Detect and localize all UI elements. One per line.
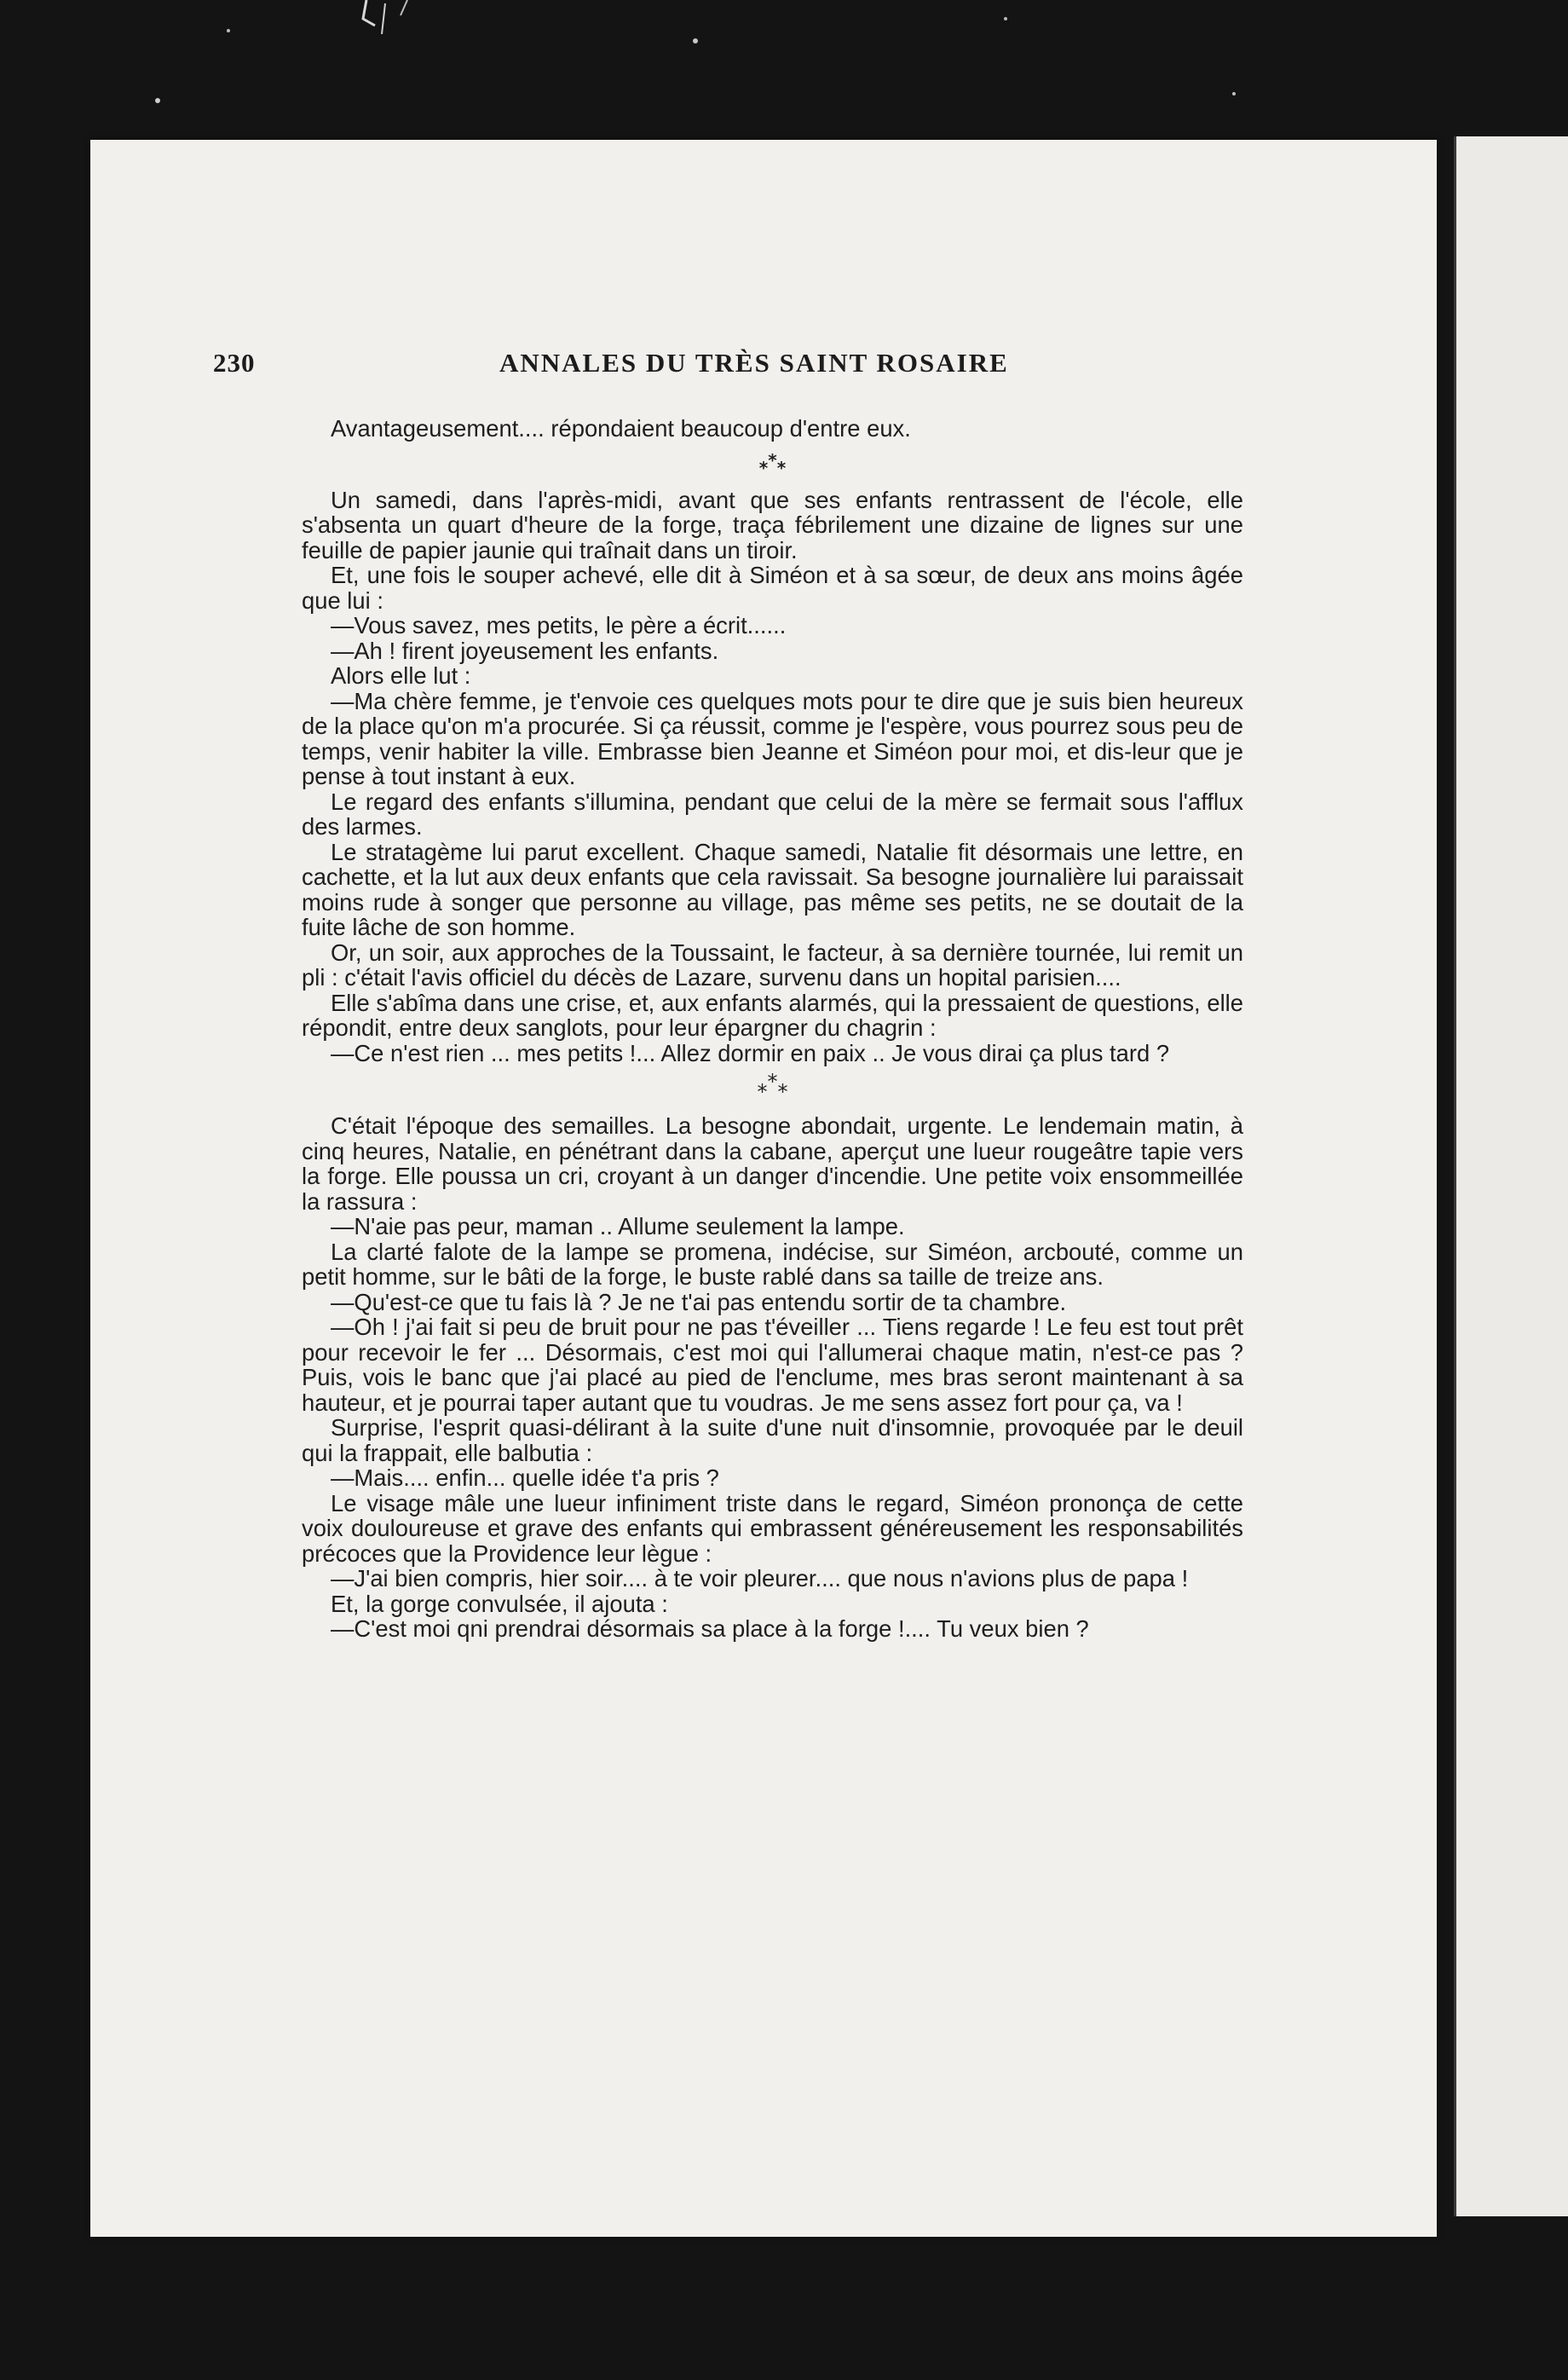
running-head — [213, 348, 1219, 382]
paragraph: La clarté falote de la lampe se promena, indécise, sur Siméon, arcbouté, comme un petit homme, sur le bâti de la forge, le buste rablé dans sa taille de treize ans. — [302, 1238, 1243, 1290]
paragraph: Et, la gorge convulsée, il ajouta : — [331, 1590, 668, 1617]
paragraph: Alors elle lut : — [331, 662, 471, 689]
running-title: ANNALES DU TRÈS SAINT ROSAIRE — [499, 348, 1009, 378]
paragraph: Le visage mâle une lueur infiniment triste dans le regard, Siméon prononça de cette voix douloureuse et grave des enfants qui embrassent généreusement les responsabilités précoces que la Providence leur lègue : — [302, 1489, 1243, 1567]
paragraph: Un samedi, dans l'après-midi, avant que ses enfants rentrassent de l'école, elle s'absenta un quart d'heure de la forge, traça fébrilement une dizaine de lignes sur une feuille de papier jaunie qui traînait dans un tiroir. — [302, 486, 1243, 563]
paragraph: Or, un soir, aux approches de la Toussaint, le facteur, à sa dernière tournée, lui remit un pli : c'était l'avis officiel du décès de Lazare, survenu dans un hopital parisien.... — [302, 939, 1243, 991]
paragraph: —Oh ! j'ai fait si peu de bruit pour ne pas t'éveiller ... Tiens regarde ! Le feu est tout prêt pour recevoir le fer ... Désormais, c'est moi qui l'allumerai chaque matin, n'est-ce pas ? Puis, vois le banc que j'ai placé au pied de l'enclume, mes bras seront maintenant à sa hauteur, et je pourrai taper autant que tu voudras. Je me sens assez fort pour ça, va ! — [302, 1314, 1243, 1416]
paragraph: —J'ai bien compris, hier soir.... à te voir pleurer.... que nous n'avions plus de papa ! — [331, 1565, 1189, 1591]
paragraph: —Vous savez, mes petits, le père a écrit...... — [331, 612, 787, 638]
facing-page-edge — [1454, 136, 1568, 2216]
paragraph: Et, une fois le souper achevé, elle dit à Siméon et à sa sœur, de deux ans moins âgée que lui : — [302, 562, 1243, 614]
paragraph: —Ce n'est rien ... mes petits !... Allez dormir en paix .. Je vous dirai ça plus tard ? — [331, 1039, 1170, 1066]
paragraph: Le regard des enfants s'illumina, pendant que celui de la mère se fermait sous l'afflux des larmes. — [302, 788, 1243, 840]
paragraph: —Mais.... enfin... quelle idée t'a pris ? — [331, 1464, 719, 1491]
scan-margin-marks — [0, 0, 1568, 145]
body-text — [302, 416, 1243, 1642]
paragraph: —Ma chère femme, je t'envoie ces quelques mots pour te dire que je suis bien heureux de la place qu'on m'a procurée. Si ça réussit, comme je l'espère, vous pourrez sous peu de temps, venir habiter la ville. Embrasse bien Jeanne et Siméon pour moi, et dis-leur que je pense à tout instant à eux. — [302, 687, 1243, 789]
page-number: 230 — [213, 348, 256, 378]
asterism-separator: *** — [758, 449, 787, 478]
paragraph: —Ah ! firent joyeusement les enfants. — [331, 637, 719, 664]
paragraph: —C'est moi qni prendrai désormais sa place à la forge !.... Tu veux bien ? — [331, 1615, 1089, 1642]
paragraph: —N'aie pas peur, maman .. Allume seulement la lampe. — [331, 1213, 905, 1239]
paragraph: C'était l'époque des semailles. La besogne abondait, urgente. Le lendemain matin, à cinq heures, Natalie, en pénétrant dans la cabane, aperçut une lueur rougeâtre tapie vers la forge. Elle poussa un cri, croyant à un danger d'incendie. Une petite voix ensommeillée la rassura : — [302, 1112, 1243, 1215]
paragraph: Le stratagème lui parut excellent. Chaque samedi, Natalie fit désormais une lettre, en cachette, et la lut aux deux enfants que cela ravissait. Sa besogne journalière lui paraissait moins rude à songer que personne au village, pas même ses petits, ne se doutait de la fuite lâche de son homme. — [302, 838, 1243, 940]
paragraph: Surprise, l'esprit quasi-délirant à la suite d'une nuit d'insomnie, provoquée par le deuil qui la frappait, elle balbutia : — [302, 1414, 1243, 1466]
paragraph: Elle s'abîma dans une crise, et, aux enfants alarmés, qui la pressaient de questions, elle répondit, entre deux sanglots, pour leur épargner du chagrin : — [302, 989, 1243, 1041]
asterism-separator: *** — [757, 1070, 788, 1104]
paragraph: Avantageusement.... répondaient beaucoup d'entre eux. — [331, 415, 911, 442]
paragraph: —Qu'est-ce que tu fais là ? Je ne t'ai pas entendu sortir de ta chambre. — [331, 1288, 1067, 1315]
